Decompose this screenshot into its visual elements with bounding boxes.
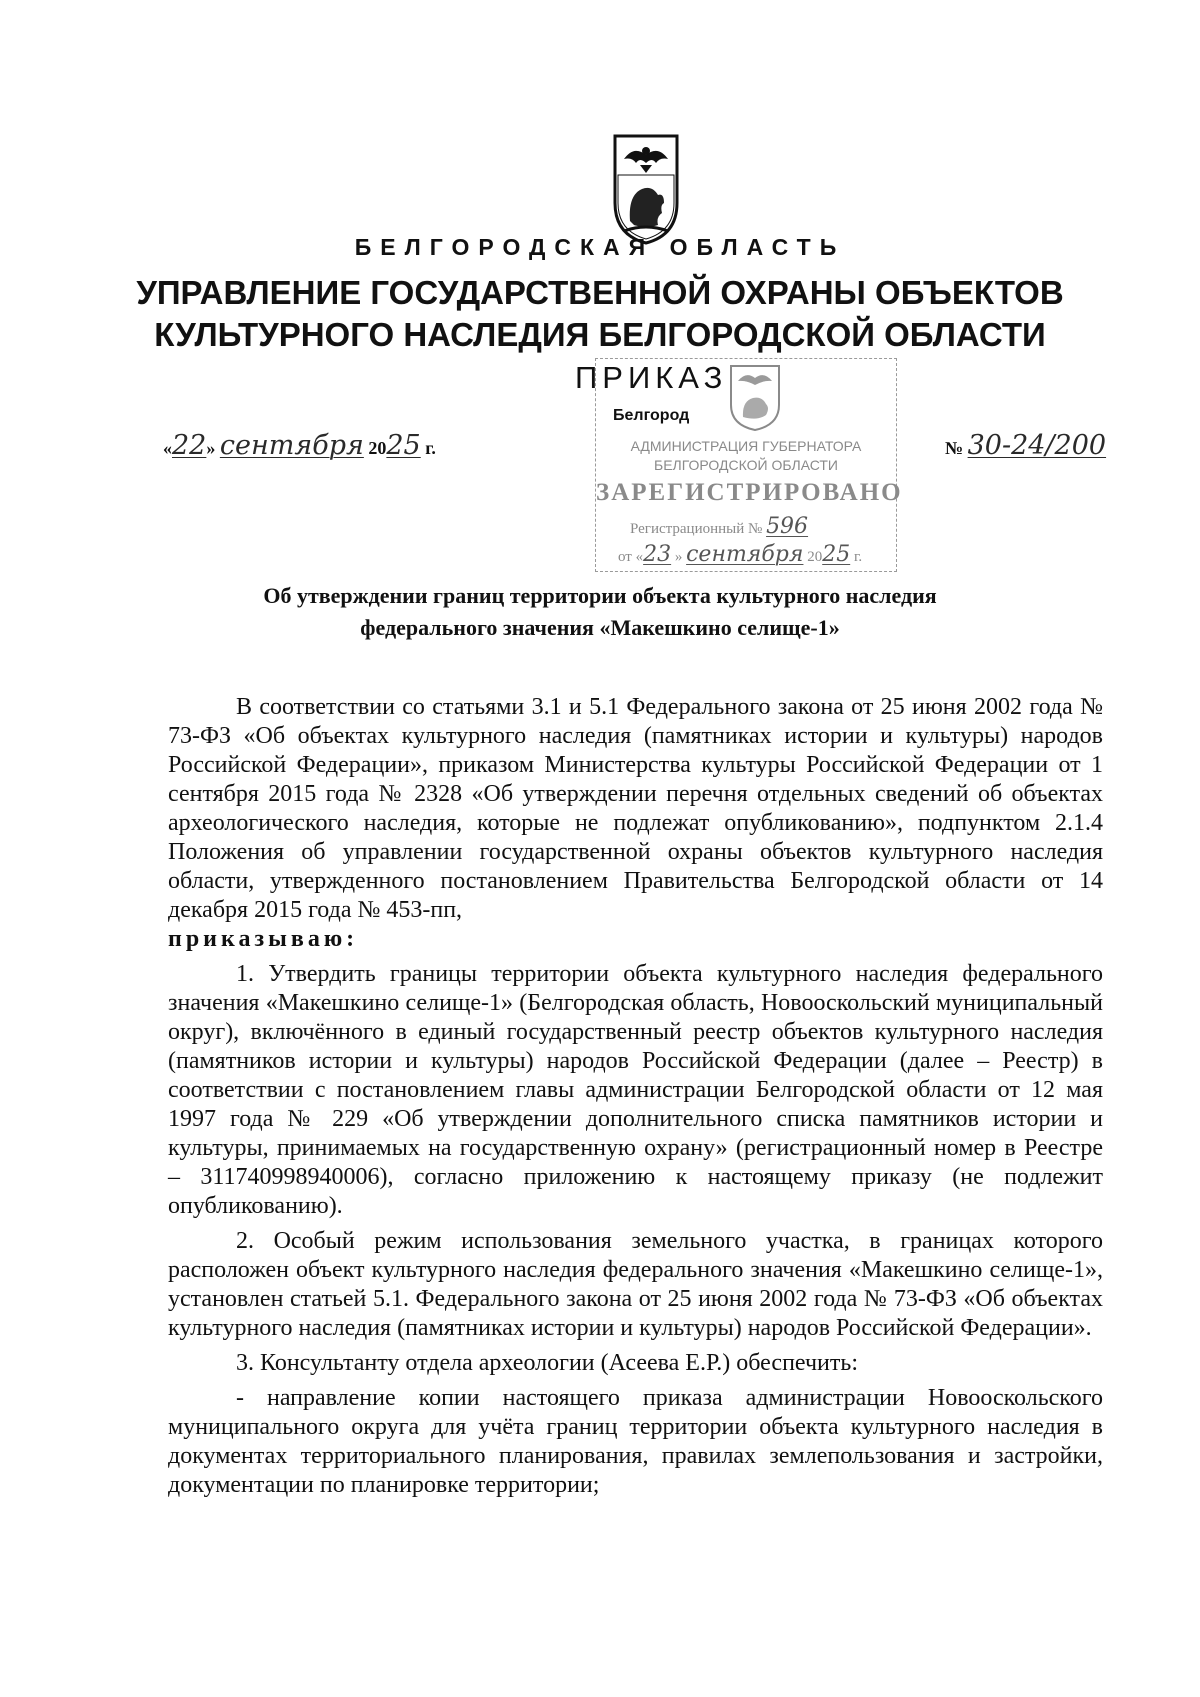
document-type: ПРИКАЗ [575, 360, 728, 395]
stamp-date-month: сентября [686, 542, 804, 567]
document-title-line1: Об утверждении границ территории объекта культурного наследия [263, 583, 937, 608]
date-year-suffix: 25 [386, 430, 421, 461]
agency-name-line1: УПРАВЛЕНИЕ ГОСУДАРСТВЕННОЙ ОХРАНЫ ОБЪЕКТОВ [136, 274, 1064, 311]
document-title [0, 580, 1200, 644]
preamble-text: В соответствии со статьями 3.1 и 5.1 Федерального закона от 25 июня 2002 года № 73-ФЗ «Об объектах культурного наследия (памятниках истории и культуры) народов Российской Федерации», приказом Министерства культуры Российской Федерации от 1 сентября 2015 года № 2328 «Об утверждении перечня отдельных сведений об объектах археологического наследия, которые не подлежат опубликованию», подпунктом 2.1.4 Положения об управлении государственной охраны объектов культурного наследия области, утвержденного постановлением Правительства Белгородской области от 14 декабря 2015 года № 453-пп, [168, 694, 1103, 923]
order-number-value: 30-24/200 [967, 430, 1107, 461]
stamp-date-prefix: от « [618, 549, 644, 565]
order-number-prefix: № [945, 438, 964, 458]
stamp-date [618, 542, 862, 567]
date-open-quote: « [163, 438, 172, 458]
region-name: БЕЛГОРОДСКАЯ ОБЛАСТЬ [354, 234, 846, 260]
agency-name-line2: КУЛЬТУРНОГО НАСЛЕДИЯ БЕЛГОРОДСКОЙ ОБЛАСТИ [154, 316, 1046, 353]
date-day: 22 [172, 430, 207, 461]
order-date [163, 430, 436, 461]
stamp-authority [596, 437, 896, 475]
stamp-authority-line2: БЕЛГОРОДСКОЙ ОБЛАСТИ [654, 457, 838, 473]
stamp-coat-of-arms-icon [728, 363, 782, 433]
clause-2: 2. Особый режим использования земельного участка, в границах которого расположен объект культурного наследия федерального значения «Макешкино селище-1», установлен статьей 5.1. Федерального закона от 25 июня 2002 года № 73-ФЗ «Об объектах культурного наследия (памятниках истории и культуры) народов Российской Федерации». [168, 1228, 1103, 1341]
document-title-line2: федерального значения «Макешкино селище-1» [360, 615, 840, 640]
clause-1: 1. Утвердить границы территории объекта культурного наследия федерального значения «Макешкино селище-1» (Белгородская область, Новооскольский муниципальный округ), включённого в единый государственный реестр объектов культурного наследия (памятников истории и культуры) народов Российской Федерации (далее – Реестр) в соответствии с постановлением главы администрации Белгородской области от 12 мая 1997 года № 229 «Об утверждении дополнительного списка памятников истории и культуры, принимаемых на государственную охрану» (регистрационный номер в Реестре – 311740998940006), согласно приложению к настоящему приказу (не подлежит опубликованию). [168, 961, 1103, 1219]
clause-3-item-1: - направление копии настоящего приказа администрации Новооскольского муниципального округа для учёта границ территории объекта культурного наследия в документах территориального планирования, правилах землепользования и застройки, документации по планировке территории; [168, 1385, 1103, 1498]
document-body [168, 693, 1103, 1506]
city-name: Белгород [613, 407, 690, 424]
coat-of-arms-icon [612, 133, 680, 245]
stamp-date-mid: » [674, 549, 683, 565]
stamp-status: ЗАРЕГИСТРИРОВАНО [596, 479, 903, 506]
date-close-quote: » [206, 438, 216, 458]
order-word: приказываю: [168, 926, 359, 952]
date-year-unit: г. [425, 438, 436, 458]
stamp-reg-label: Регистрационный № [630, 521, 763, 537]
order-number [945, 430, 1106, 461]
stamp-registration-number [630, 514, 808, 539]
stamp-authority-line1: АДМИНИСТРАЦИЯ ГУБЕРНАТОРА [630, 438, 862, 454]
preamble-paragraph [168, 693, 1103, 954]
agency-name [0, 272, 1200, 356]
stamp-reg-number: 596 [766, 514, 809, 539]
stamp-date-unit: г. [853, 549, 863, 565]
stamp-date-year-prefix: 20 [807, 549, 823, 565]
stamp-date-day: 23 [643, 542, 672, 567]
date-year-prefix: 20 [368, 438, 387, 458]
date-month: сентября [219, 430, 364, 461]
clause-3: 3. Консультанту отдела археологии (Асеева Е.Р.) обеспечить: [236, 1350, 858, 1376]
stamp-date-year-suffix: 25 [822, 542, 851, 567]
